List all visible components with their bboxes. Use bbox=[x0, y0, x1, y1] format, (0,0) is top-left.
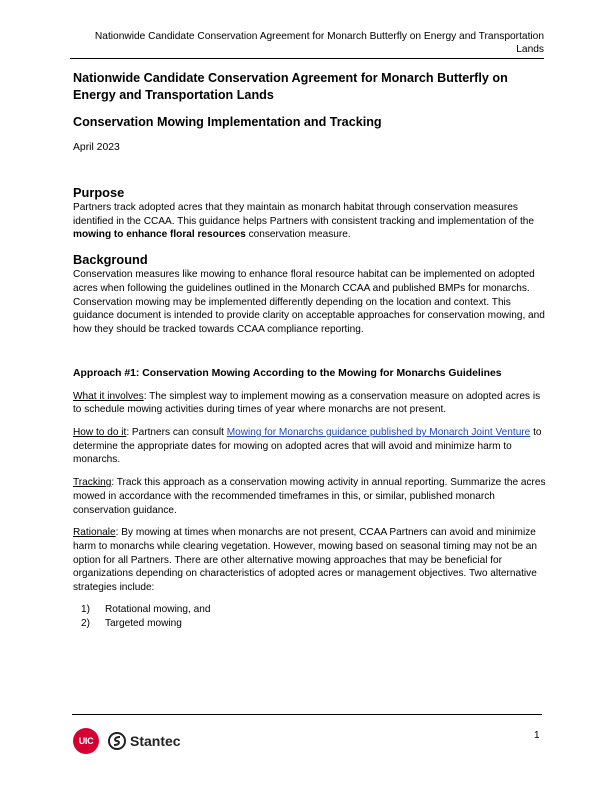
approach1-section bbox=[73, 367, 547, 631]
running-header: Nationwide Candidate Conservation Agreement for Monarch Butterfly on Energy and Transportation Lands bbox=[70, 30, 544, 59]
document-title: Nationwide Candidate Conservation Agreement for Monarch Butterfly on Energy and Transportation Lands bbox=[73, 71, 508, 102]
how-to-do-it-paragraph: How to do it: Partners can consult Mowing for Monarchs guidance published by Monarch Joint Venture to determine the appropriate dates for mowing on adopted acres that will avoid and minimize harm to monarchs. bbox=[73, 427, 542, 466]
purpose-section bbox=[73, 185, 547, 242]
stantec-wordmark: Stantec bbox=[130, 733, 181, 749]
uic-logo: UIC bbox=[73, 728, 99, 754]
alternative-strategies-list bbox=[73, 603, 547, 631]
document-body bbox=[73, 70, 547, 631]
approach1-heading: Approach #1: Conservation Mowing According to the Mowing for Monarchs Guidelines bbox=[73, 367, 502, 379]
what-it-involves-paragraph: What it involves: The simplest way to implement mowing as a conservation measure on adopted acres is to schedule mowing activities during times of year where monarchs are not present. bbox=[73, 390, 541, 416]
stantec-mark-icon bbox=[108, 732, 126, 750]
page-number: 1 bbox=[534, 730, 540, 741]
stantec-logo bbox=[108, 732, 181, 750]
document-subtitle: Conservation Mowing Implementation and Tracking bbox=[73, 115, 382, 129]
list-item: 2) Targeted mowing bbox=[81, 617, 182, 629]
mowing-for-monarchs-link[interactable]: Mowing for Monarchs guidance published by Monarch Joint Venture bbox=[226, 427, 531, 439]
list-item: 1) Rotational mowing, and bbox=[81, 603, 211, 615]
background-heading: Background bbox=[73, 252, 148, 268]
rationale-paragraph: Rationale: By mowing at times when monarchs are not present, CCAA Partners can avoid and minimize harm to monarchs while clearing vegetation. However, mowing based on seasonal timing may not be an option for all Partners. There are other alternative mowing approaches that may be beneficial for organizations depending on characteristics of adopted acres or management objectives. Two alternative strategies include: bbox=[73, 527, 538, 594]
purpose-heading: Purpose bbox=[73, 185, 125, 200]
purpose-bold-term: mowing to enhance floral resources bbox=[73, 229, 246, 241]
tracking-paragraph: Tracking: Track this approach as a conservation mowing activity in annual reporting. Summarize the acres mowed in accordance with the recommended timeframes in this, or similar, published monarch conservation guidance. bbox=[73, 477, 546, 516]
background-text: Conservation measures like mowing to enhance floral resource habitat can be implemented on adopted acres when following the guidelines outlined in the Monarch CCAA and published BMPs for monarchs. Conservation mowing may be implemented differently depending on the location and context. This guidance document is intended to provide clarity on acceptable approaches for conservation mowing, and how they should be tracked towards CCAA compliance reporting. bbox=[73, 269, 545, 335]
rationale-label: Rationale bbox=[73, 527, 116, 539]
what-it-involves-label: What it involves bbox=[73, 390, 144, 402]
how-to-do-it-label: How to do it bbox=[73, 427, 127, 439]
document-date: April 2023 bbox=[73, 142, 120, 153]
background-section bbox=[73, 252, 547, 337]
footer-divider bbox=[72, 714, 542, 715]
purpose-text: Partners track adopted acres that they maintain as monarch habitat through conservation measures identified in the CCAA. This guidance helps Partners with consistent tracking and implementation of the mowing to enhance floral resources conservation measure. bbox=[73, 202, 535, 241]
tracking-label: Tracking bbox=[73, 477, 112, 489]
